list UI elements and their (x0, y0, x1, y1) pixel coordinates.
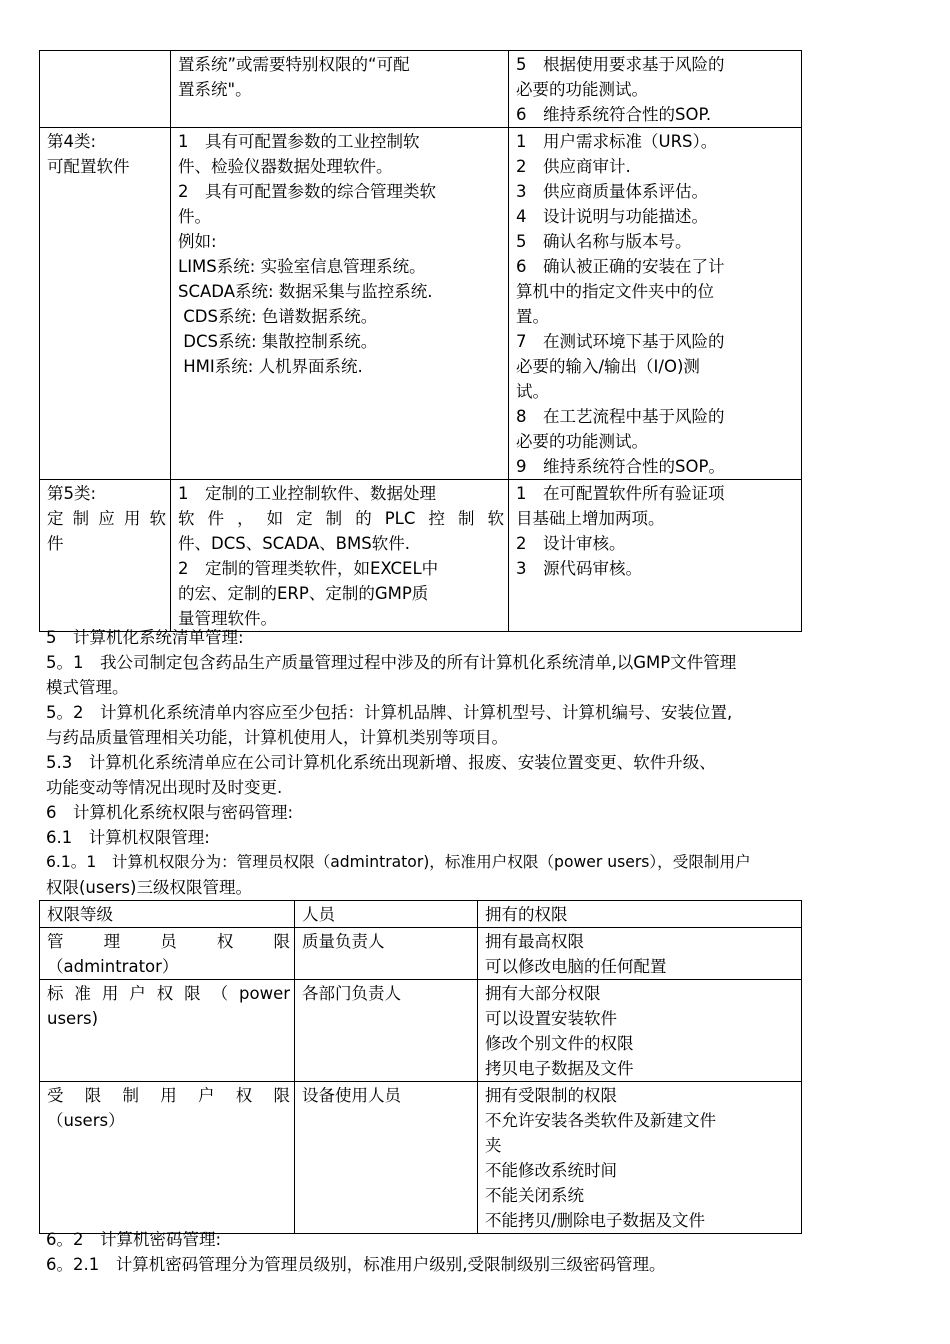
cell-line: 1 定制的工业控制软件、数据处理 (178, 484, 436, 503)
cell-line: 8 在工艺流程中基于风险的 (516, 407, 725, 426)
cell-line: 管理员权限 (47, 932, 290, 951)
cell-line: 量管理软件。 (178, 609, 277, 628)
person-cell: 质量负责人 (295, 928, 478, 980)
rights-cell (478, 980, 802, 1082)
cell-line: 的宏、定制的ERP、定制的GMP质 (178, 584, 429, 603)
validation-cell (509, 51, 802, 128)
person-cell: 各部门负责人 (295, 980, 478, 1082)
cell-line: 2 具有可配置参数的综合管理类软 (178, 182, 436, 201)
paragraph-line: 权限(users)三级权限管理。 (46, 878, 252, 897)
table-row (40, 480, 802, 632)
cell-line: 4 设计说明与功能描述。 (516, 207, 708, 226)
cell-line: （users） (47, 1111, 125, 1130)
paragraph-line: 5.3 计算机化系统清单应在公司计算机化系统出现新增、报废、安装位置变更、软件升级、 (46, 753, 716, 772)
cell-line: 不允许安装各类软件及新建文件 (485, 1111, 716, 1130)
category-cell (40, 480, 171, 632)
cell-line: 可以修改电脑的任何配置 (485, 957, 667, 976)
cell-line: 置系统"。 (178, 80, 252, 99)
content-cell (171, 480, 509, 632)
cell-line: 5 根据使用要求基于风险的 (516, 55, 725, 74)
cell-line: 6 确认被正确的安装在了计 (516, 257, 725, 276)
section-heading: 6 计算机化系统权限与密码管理: (46, 803, 294, 822)
category-cell (40, 128, 171, 480)
cell-line: 1 具有可配置参数的工业控制软 (178, 132, 420, 151)
level-cell (40, 928, 295, 980)
section-heading: 5 计算机化系统清单管理: (46, 628, 244, 647)
cell-line: 目基础上增加两项。 (516, 509, 665, 528)
column-header: 人员 (295, 901, 478, 928)
cell-line: 1 用户需求标准（URS）。 (516, 132, 718, 151)
cell-line: 不能修改系统时间 (485, 1161, 617, 1180)
content-cell (171, 51, 509, 128)
cell-line: 必要的输入/输出（I/O)测 (516, 357, 700, 376)
paragraph-line: 模式管理。 (46, 678, 129, 697)
cell-line: 7 在测试环境下基于风险的 (516, 332, 725, 351)
cell-line: users) (47, 1009, 99, 1028)
table-row (40, 1082, 802, 1234)
paragraph-line: 5。1 我公司制定包含药品生产质量管理过程中涉及的所有计算机化系统清单,以GMP文件管理 (46, 653, 737, 672)
cell-line: 第4类: (47, 132, 97, 151)
cell-line: 3 供应商质量体系评估。 (516, 182, 708, 201)
cell-line: CDS系统: 色谱数据系统。 (178, 307, 378, 326)
cell-line: 第5类: (47, 484, 97, 503)
category-cell (40, 51, 171, 128)
cell-line: 必要的功能测试。 (516, 80, 648, 99)
cell-line: 软件，如定制的PLC控制软 (178, 509, 504, 528)
cell-line: 可以设置安装软件 (485, 1009, 617, 1028)
software-category-table (39, 50, 802, 632)
cell-line: 可配置软件 (47, 157, 130, 176)
cell-line: SCADA系统: 数据采集与监控系统. (178, 282, 433, 301)
cell-line: 拥有受限制的权限 (485, 1086, 617, 1105)
cell-line: LIMS系统: 实验室信息管理系统。 (178, 257, 426, 276)
subsection-heading: 6.1 计算机权限管理: (46, 828, 210, 847)
cell-line: 件、DCS、SCADA、BMS软件. (178, 534, 410, 553)
cell-line: 置。 (516, 307, 549, 326)
paragraph-line: 6.1。1 计算机权限分为：管理员权限（admintrator)，标准用户权限（power users），受限制用户 (46, 853, 751, 871)
cell-line: 件 (47, 534, 64, 553)
rights-cell (478, 1082, 802, 1234)
validation-cell (509, 480, 802, 632)
cell-line: 不能拷贝/删除电子数据及文件 (485, 1211, 706, 1230)
cell-line: 修改个别文件的权限 (485, 1034, 634, 1053)
cell-line: 拷贝电子数据及文件 (485, 1059, 634, 1078)
cell-line: 拥有最高权限 (485, 932, 584, 951)
table-row (40, 128, 802, 480)
table-row (40, 980, 802, 1082)
cell-line: 1 在可配置软件所有验证项 (516, 484, 725, 503)
column-header: 权限等级 (40, 901, 295, 928)
cell-line: DCS系统: 集散控制系统。 (178, 332, 378, 351)
cell-line: 必要的功能测试。 (516, 432, 648, 451)
cell-line: 不能关闭系统 (485, 1186, 584, 1205)
cell-line: 件、检验仪器数据处理软件。 (178, 157, 393, 176)
cell-line: 受限制用户权限 (47, 1086, 290, 1105)
cell-line: （admintrator） (47, 957, 179, 976)
cell-line: 3 源代码审核。 (516, 559, 642, 578)
cell-line: 置系统”或需要特别权限的“可配 (178, 55, 410, 74)
cell-line: 5 确认名称与版本号。 (516, 232, 692, 251)
paragraph-line: 与药品质量管理相关功能，计算机使用人，计算机类别等项目。 (46, 728, 508, 747)
cell-line: 2 设计审核。 (516, 534, 626, 553)
cell-line: 拥有大部分权限 (485, 984, 601, 1003)
person-cell: 设备使用人员 (295, 1082, 478, 1234)
cell-line: 2 供应商审计. (516, 157, 631, 176)
rights-cell (478, 928, 802, 980)
cell-line: 9 维持系统符合性的SOP。 (516, 457, 725, 476)
paragraph-line: 功能变动等情况出现时及时变更. (46, 778, 283, 797)
permission-level-table (39, 900, 802, 1234)
subsection-heading: 6。2 计算机密码管理: (46, 1230, 222, 1249)
column-header: 拥有的权限 (478, 901, 802, 928)
paragraph-line: 5。2 计算机化系统清单内容应至少包括：计算机品牌、计算机型号、计算机编号、安装位置, (46, 703, 733, 722)
cell-line: HMI系统: 人机界面系统. (178, 357, 363, 376)
table-header-row (40, 901, 802, 928)
level-cell (40, 1082, 295, 1234)
cell-line: 算机中的指定文件夹中的位 (516, 282, 714, 301)
cell-line: 2 定制的管理类软件，如EXCEL中 (178, 559, 439, 578)
cell-line: 试。 (516, 382, 549, 401)
table-row (40, 51, 802, 128)
cell-line: 标准用户权限（power (47, 984, 290, 1003)
cell-line: 6 维持系统符合性的SOP. (516, 105, 712, 124)
content-cell (171, 128, 509, 480)
validation-cell (509, 128, 802, 480)
cell-line: 夹 (485, 1136, 502, 1155)
table-row (40, 928, 802, 980)
cell-line: 定制应用软 (47, 509, 166, 528)
cell-line: 例如: (178, 232, 217, 251)
paragraph-line: 6。2.1 计算机密码管理分为管理员级别，标准用户级别,受限制级别三级密码管理。 (46, 1255, 666, 1274)
cell-line: 件。 (178, 207, 211, 226)
level-cell (40, 980, 295, 1082)
